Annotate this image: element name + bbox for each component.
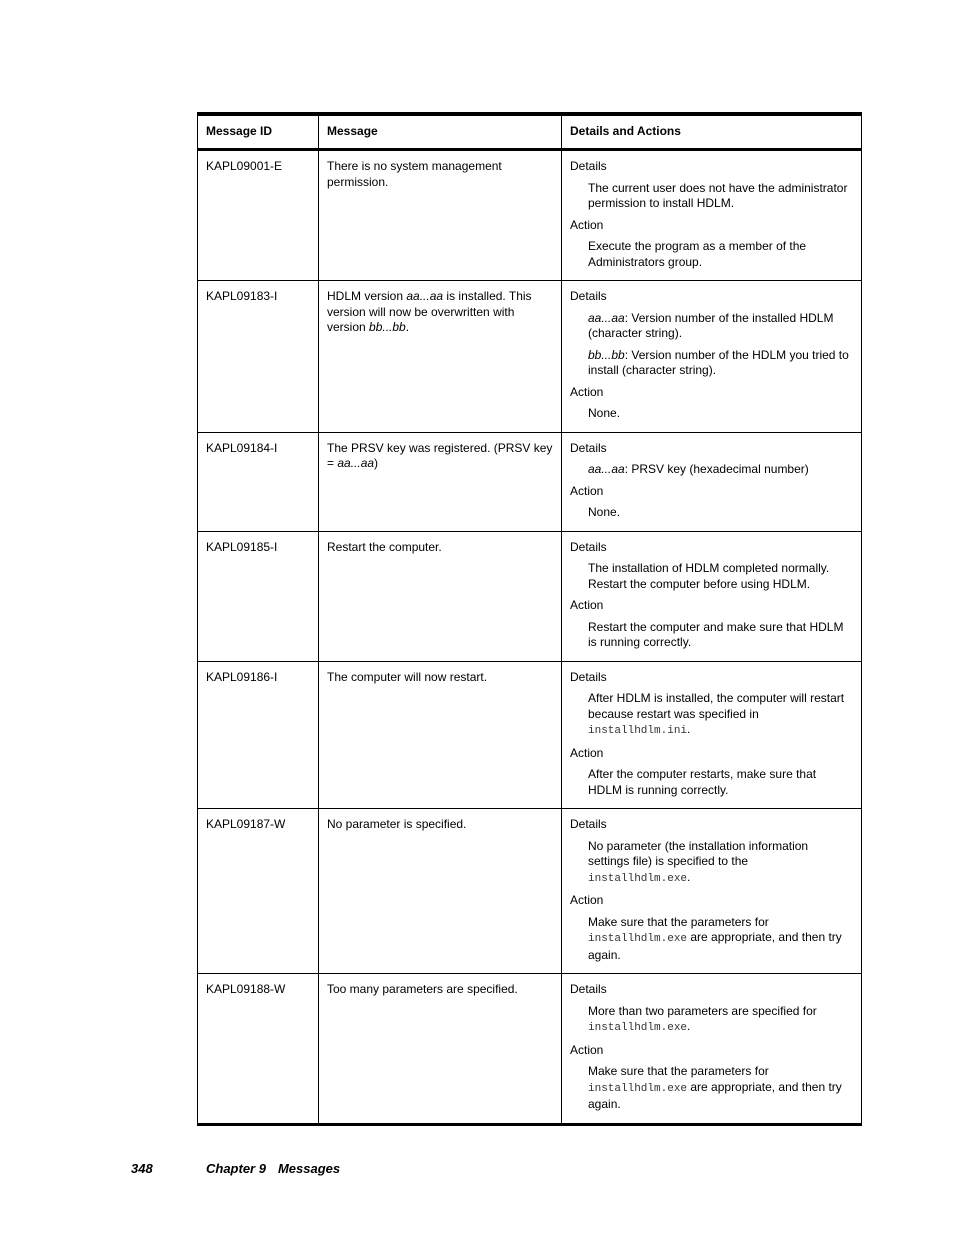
message-text: There is no system management permission. [319, 150, 562, 281]
details-actions [562, 531, 862, 661]
action-text: None. [588, 505, 621, 519]
details-label: Details [570, 539, 607, 554]
table-header [198, 114, 862, 150]
messages-table [197, 112, 862, 1126]
header-message-id: Message ID [198, 114, 319, 150]
header-message: Message [319, 114, 562, 150]
action-text: After the computer restarts, make sure that HDLM is running correctly. [588, 767, 817, 797]
message-text: Too many parameters are specified. [319, 974, 562, 1125]
table-row [198, 661, 862, 809]
message-text: No parameter is specified. [319, 809, 562, 974]
message-id: KAPL09184-I [198, 432, 319, 531]
message-text: The PRSV key was registered. (PRSV key = aa...aa) [319, 432, 562, 531]
table-row [198, 809, 862, 974]
message-text: HDLM version aa...aa is installed. This version will now be overwritten with version bb...bb. [319, 281, 562, 433]
header-details-actions: Details and Actions [562, 114, 862, 150]
message-id: KAPL09001-E [198, 150, 319, 281]
details-actions [562, 432, 862, 531]
action-label: Action [570, 893, 604, 907]
action-label: Action [570, 384, 604, 399]
details-text: bb...bb: Version number of the HDLM you tried to install (character string). [588, 347, 849, 377]
details-text: After HDLM is installed, the computer will restart because restart was specified in installhdlm.ini. [588, 691, 845, 737]
action-text: Execute the program as a member of the Administrators group. [588, 239, 807, 269]
message-id: KAPL09188-W [198, 974, 319, 1125]
details-label: Details [570, 817, 607, 831]
message-id: KAPL09187-W [198, 809, 319, 974]
action-label: Action [570, 745, 604, 760]
table-row [198, 974, 862, 1125]
page-number: 348 [131, 1161, 153, 1176]
details-label: Details [570, 669, 607, 684]
details-label: Details [570, 159, 607, 173]
details-text: aa...aa: PRSV key (hexadecimal number) [588, 462, 809, 476]
details-text: The installation of HDLM completed normally. Restart the computer before using HDLM. [588, 561, 830, 591]
details-text: aa...aa: Version number of the installed HDLM (character string). [588, 310, 834, 340]
table-row [198, 281, 862, 433]
action-label: Action [570, 217, 604, 232]
chapter-number: Chapter 9 [206, 1161, 266, 1176]
chapter-name: Messages [277, 1161, 341, 1176]
details-actions [562, 150, 862, 281]
header-row [198, 114, 862, 150]
details-actions [562, 974, 862, 1125]
table-row [198, 432, 862, 531]
details-label: Details [570, 289, 607, 303]
table-row [198, 150, 862, 281]
message-text: Restart the computer. [319, 531, 562, 661]
details-actions [562, 661, 862, 809]
action-text: None. [588, 406, 621, 420]
details-actions [562, 809, 862, 974]
details-label: Details [570, 440, 607, 455]
action-label: Action [570, 483, 604, 498]
message-text: The computer will now restart. [319, 661, 562, 809]
details-text: No parameter (the installation information settings file) is specified to the installhdlm.exe. [588, 838, 809, 885]
action-text: Restart the computer and make sure that HDLM is running correctly. [588, 619, 844, 649]
action-label: Action [570, 598, 604, 612]
message-id: KAPL09186-I [198, 661, 319, 809]
details-label: Details [570, 982, 607, 996]
action-label: Action [570, 1042, 604, 1057]
details-text: The current user does not have the administrator permission to install HDLM. [588, 180, 848, 210]
table-body [198, 150, 862, 1125]
action-text: Make sure that the parameters for installhdlm.exe are appropriate, and then try again. [588, 914, 842, 962]
details-text: More than two parameters are specified for installhdlm.exe. [588, 1003, 817, 1034]
message-id: KAPL09185-I [198, 531, 319, 661]
chapter-title [206, 1161, 352, 1176]
action-text: Make sure that the parameters for installhdlm.exe are appropriate, and then try again. [588, 1064, 842, 1111]
details-actions [562, 281, 862, 433]
table-row [198, 531, 862, 661]
message-id: KAPL09183-I [198, 281, 319, 433]
